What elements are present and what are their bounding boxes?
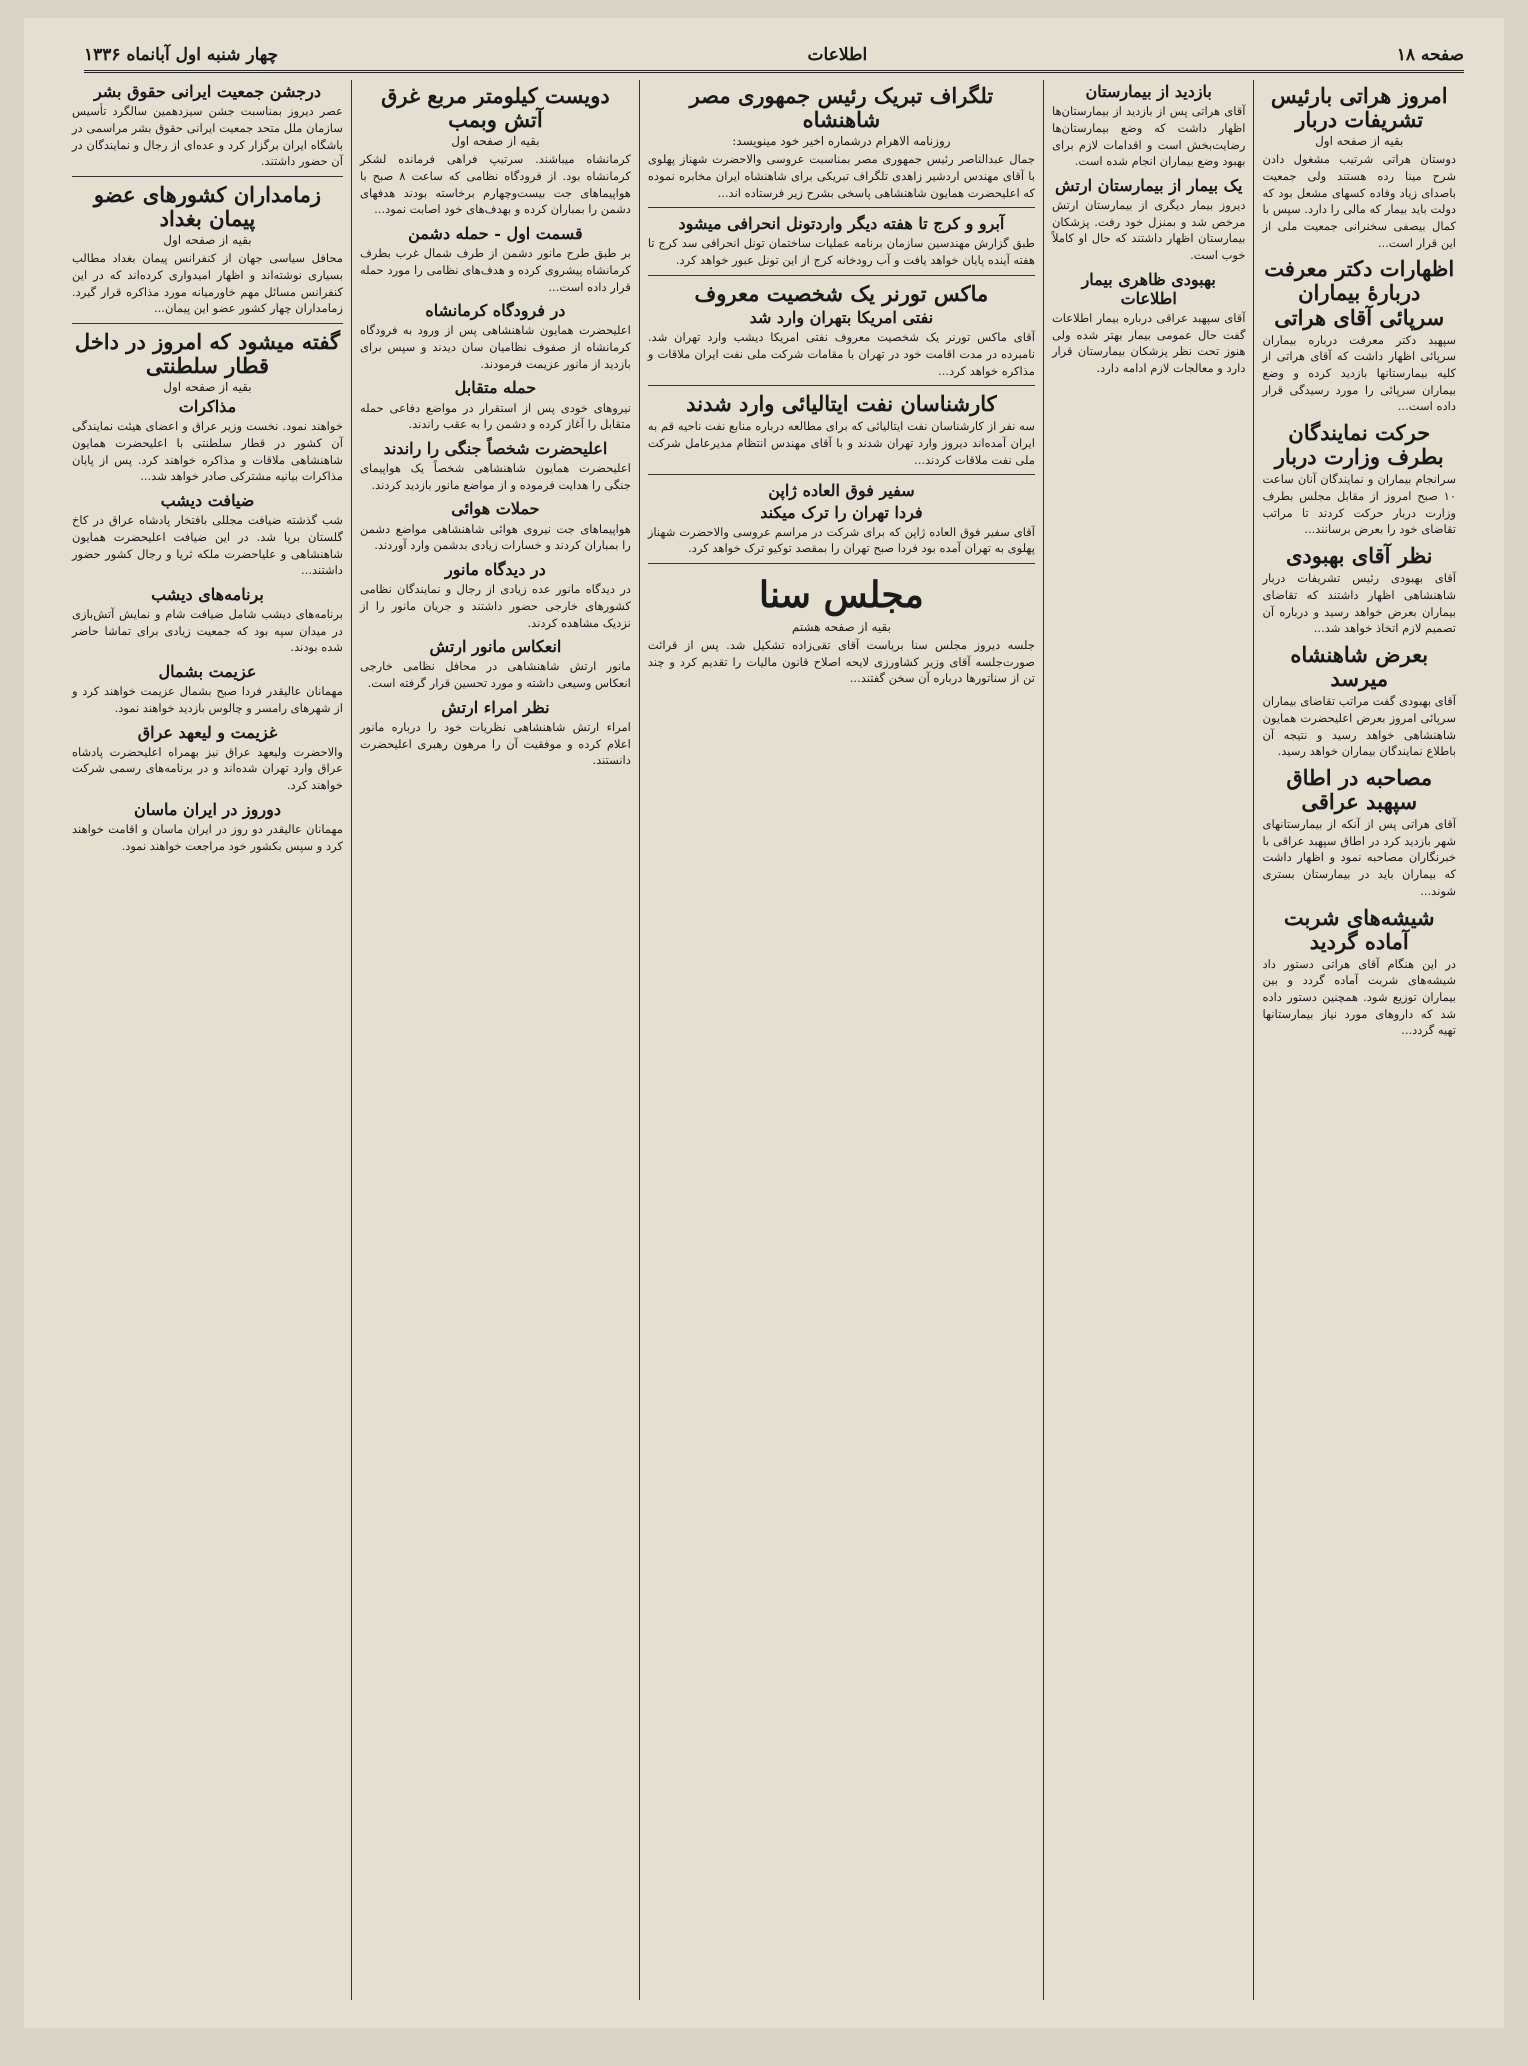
article-body: آقای سفیر فوق العاده ژاپن که برای شرکت در مراسم عروسی والاحضرت شهناز پهلوی به تهران آمده بود فردا صبح تهران را بمقصد توکیو ترک خواهد کرد.	[647, 524, 1035, 556]
article-body: طبق گزارش مهندسین سازمان برنامه عملیات ساختمان تونل انحرافی سد کرج تا هفته آینده پایان خواهد یافت و آب رودخانه کرج از این تونل عبور خواهد کرد.	[647, 236, 1035, 268]
divider	[648, 563, 1035, 564]
article-headline: اظهارات دکتر معرفت دربارهٔ بیماران سرپائی آقای هراتی	[1264, 256, 1455, 330]
article-body: کرمانشاه میباشند. سرتیپ فراهی فرمانده لشکر کرمانشاه بود. از فرودگاه نظامی که ساعت ۸ صبح با هواپیماهای جت بیست‌وچهارم برخاسته بودند هدفهای دشمن را بمباران کرده و بهدف‌های خود اصابت نمود...	[359, 152, 631, 217]
article-body: والاحضرت ولیعهد عراق نیز بهمراه اعلیحضرت پادشاه عراق وارد تهران شده‌اند و در برنامه‌های رسمی شرکت خواهند کرد.	[72, 744, 343, 793]
article-body: عصر دیروز بمناسبت جشن سیزدهمین سالگرد تأسیس سازمان ملل متحد جمعیت ایرانی حقوق بشر مراسمی در باشگاه ایران برگزار کرد و عده‌ای از رجال و نمایندگان در آن حضور داشتند.	[72, 104, 343, 169]
column-1	[1253, 80, 1464, 2000]
article-body: سپهبد دکتر معرفت درباره بیماران سرپائی اظهار داشت که آقای هراتی از کلیه بیمارستانها بازدید کرده و وضع بیماران سرپائی را مورد رسیدگی قرار داده است...	[1262, 332, 1456, 414]
article-headline: حملات هوائی	[451, 499, 540, 519]
page-number: صفحه ۱۸	[1396, 45, 1464, 65]
article-headline: حمله متقابل	[454, 378, 537, 398]
article-body: خواهند نمود. نخست وزیر عراق و اعضای هیئت نمایندگی آن کشور در قطار سلطنتی با اعلیحضرت همایون شاهنشاهی ملاقات و مذاکره خواهند کرد. پس از پایان مذاکرات بیانیه مشترکی صادر خواهد شد...	[72, 419, 343, 484]
article-headline: آبرو و کرج تا هفته دیگر واردتونل انحرافی میشود	[678, 214, 1005, 234]
article-body: جلسه دیروز مجلس سنا بریاست آقای تقی‌زاده تشکیل شد. پس از قرائت صورت‌جلسه آقای وزیر کشاورزی لایحه اصلاح قانون مالیات را تقدیم کرد و چند تن از سناتورها درباره آن سخن گفتند...	[647, 638, 1035, 686]
article-headline: اعلیحضرت شخصاً جنگی را راندند	[383, 438, 608, 458]
article-body: نیروهای خودی پس از استقرار در مواضع دفاعی حمله متقابل را آغاز کرده و دشمن را به عقب راندند.	[359, 400, 631, 432]
article-headline: مجلس سنا	[758, 574, 924, 617]
article-body: بر طبق طرح مانور دشمن از طرف شمال غرب بطرف کرمانشاه پیشروی کرده و هدف‌های نظامی را مورد حمله قرار داده است...	[359, 246, 631, 294]
article-headline: قسمت اول - حمله دشمن	[408, 223, 583, 243]
article-headline: تلگراف تبریک رئیس جمهوری مصر شاهنشاه	[689, 83, 994, 133]
article-body: مانور ارتش شاهنشاهی در محافل نظامی خارجی انعکاس وسیعی داشته و مورد تحسین قرار گرفته است.	[359, 659, 631, 691]
article-headline: در دیدگاه مانور	[445, 559, 546, 579]
article-body: در دیدگاه مانور عده زیادی از رجال و نمایندگان نظامی کشورهای خارجی حضور داشتند و جریان مانور را از نزدیک مشاهده کردند.	[359, 582, 631, 630]
divider	[648, 275, 1035, 276]
article-columns	[64, 80, 1464, 2000]
article-body: شب گذشته ضیافت مجللی بافتخار پادشاه عراق در کاخ گلستان برپا شد. در این ضیافت اعلیحضرت همایون شاهنشاهی و علیاحضرت ملکه ثریا و رجال کشور حضور داشتند...	[72, 513, 343, 578]
article-headline: گفته میشود که امروز در داخل قطار سلطنتی	[74, 328, 340, 378]
article-body: آقای بهبودی گفت مراتب تقاضای بیماران سرپائی امروز بعرض اعلیحضرت همایون شاهنشاهی خواهد رسید و نتیجه آن باطلاع نمایندگان بیماران خواهد رسید.	[1262, 694, 1456, 759]
article-subhead: مذاکرات	[178, 397, 237, 417]
article-body: اعلیحضرت همایون شاهنشاهی شخصاً یک هواپیمای جنگی را هدایت فرموده و از مواضع مانور بازدید کردند.	[359, 461, 631, 492]
article-headline: ضیافت دیشب	[160, 491, 255, 510]
article-headline: نظر امراء ارتش	[441, 697, 550, 717]
article-body: امراء ارتش شاهنشاهی نظریات خود را درباره مانور اعلام کرده و موفقیت آن را مرهون رهبری اعلیحضرت دانستند.	[359, 719, 631, 768]
article-headline: ماکس تورنر یک شخصیت معروف	[694, 280, 989, 306]
article-body: سرانجام بیماران و نمایندگان آنان ساعت ۱۰ صبح امروز از مقابل مجلس بطرف وزارت دربار حرکت کردند تا مراتب تقاضای خود را بعرض برسانند...	[1262, 472, 1456, 537]
article-body: مهمانان عالیقدر دو روز در ایران ماسان و اقامت خواهند کرد و سپس بکشور خود مراجعت خواهند نمود.	[72, 822, 343, 853]
article-body: آقای هراتی پس از آنکه از بیمارستانهای شهر بازدید کرد در اطاق سپهبد عراقی با خبرنگاران مصاحبه نمود و اظهار داشت که بیماران باید در بیمارستان بستری شوند...	[1262, 817, 1456, 898]
paper-name: اطلاعات	[807, 45, 868, 65]
article-body: هواپیماهای جت نیروی هوائی شاهنشاهی مواضع دشمن را بمباران کردند و خسارات زیادی بدشمن وارد آوردند.	[359, 521, 631, 553]
article-body: سه نفر از کارشناسان نفت ایتالیائی که برای مطالعه درباره منابع نفت ناحیه قم به ایران آمده‌اند دیروز وارد تهران شدند و با آقای مهندس انتظام مدیرعامل شرکت ملی نفت ملاقات کردند...	[647, 419, 1035, 467]
article-headline: عزیمت بشمال	[158, 662, 257, 682]
article-kicker: بقیه از صفحه اول	[1315, 134, 1404, 149]
article-body: دوستان هراتی شرتیب مشغول دادن شرح مینا رده هستند ولی جمعیت باصدای زیاد وفاده کسهای مشعل بود که دولت باید بیمار که مالی را دارد. سپس با کمال بیصفی سخنرانی جمعیت ملی از این قرار است...	[1262, 152, 1456, 250]
divider	[648, 385, 1035, 386]
column-3	[639, 80, 1043, 2000]
column-5	[64, 80, 351, 2000]
divider	[72, 323, 343, 324]
article-headline: درجشن جمعیت ایرانی حقوق بشر	[93, 82, 321, 101]
article-headline: امروز هراتی بارئیس تشریفات دربار	[1270, 83, 1448, 133]
masthead	[84, 40, 1464, 73]
article-headline: غزیمت و لیعهد عراق	[137, 722, 278, 742]
article-body: برنامه‌های دیشب شامل ضیافت شام و نمایش آتش‌بازی در میدان سپه بود که جمعیت زیادی برای تماشا حاضر شده بودند.	[72, 607, 343, 655]
article-subhead: نفتی امریکا بتهران وارد شد	[749, 307, 934, 327]
article-headline: دوروز در ایران ماسان	[133, 799, 281, 819]
article-kicker: روزنامه الاهرام درشماره اخیر خود مینویسد:	[732, 134, 951, 149]
article-headline: بهبودی ظاهری بیمار اطلاعات	[1081, 269, 1216, 308]
divider	[648, 474, 1035, 475]
article-body: آقای ماکس تورنر یک شخصیت معروف نفتی امریکا دیشب وارد تهران شد. نامبرده در مدت اقامت خود در تهران با مقامات شرکت ملی نفت ایران ملاقات و مذاکره خواهد کرد...	[647, 330, 1035, 378]
article-headline: بعرض شاهنشاه میرسد	[1290, 641, 1429, 692]
article-headline: در فرودگاه کرمانشاه	[425, 301, 566, 321]
issue-date: چهار شنبه اول آبانماه ۱۳۳۶	[84, 45, 279, 65]
article-body: جمال عبدالناصر رئیس جمهوری مصر بمناسبت عروسی والاحضرت شهناز پهلوی با آقای مهندس اردشیر زاهدی تلگراف تبریکی برای شاهنشاه ایران مخابره نموده که اعلیحضرت همایون شاهنشاهی پاسخی بشرح زیر فرستاده اند...	[647, 152, 1035, 200]
article-body: آقای بهبودی رئیس تشریفات دربار شاهنشاهی اظهار داشتند که تقاضای بیماران بعرض خواهد رسید و درباره آن تصمیم لازم اتخاذ خواهد شد...	[1262, 571, 1456, 636]
article-body: دیروز بیمار دیگری از بیمارستان ارتش مرخص شد و بمنزل خود رفت. پزشکان بیمارستان اظهار داشتند که حال او کاملاً خوب است.	[1051, 198, 1246, 263]
article-headline: مصاحبه در اطاق سپهبد عراقی	[1286, 764, 1433, 814]
article-body: اعلیحضرت همایون شاهنشاهی پس از ورود به فرودگاه کرمانشاه از صفوف نظامیان سان دیدند و سپس برای بازدید از مانور عزیمت فرمودند.	[359, 323, 631, 371]
article-headline: برنامه‌های دیشب	[151, 584, 264, 604]
article-body: آقای سپهبد عراقی درباره بیمار اطلاعات گفت حال عمومی بیمار بهتر شده ولی هنوز تحت نظر پزشکان بیمارستان قرار دارد و معالجات لازم ادامه دارد.	[1051, 311, 1246, 376]
article-headline: یک بیمار از بیمارستان ارتش	[1055, 175, 1243, 195]
article-kicker: بقیه از صفحه اول	[163, 380, 252, 395]
article-headline: کارشناسان نفت ایتالیائی وارد شدند	[686, 391, 997, 417]
article-kicker: بقیه از صفحه اول	[163, 233, 252, 248]
column-4	[351, 80, 639, 2000]
article-body: آقای هراتی پس از بازدید از بیمارستان‌ها اظهار داشت که وضع بیمارستان‌ها رضایت‌بخش است و اقدامات لازم برای بهبود وضع بیماران انجام شده است.	[1051, 104, 1246, 169]
article-headline: دویست کیلومتر مربع غرق آتش وبمب	[381, 83, 610, 133]
newspaper-page	[24, 18, 1504, 2028]
article-headline: سفیر فوق العاده ژاپن	[768, 481, 915, 501]
article-headline: نظر آقای بهبودی	[1285, 543, 1433, 569]
article-headline: شیشه‌های شربت آماده گردید	[1283, 904, 1435, 954]
article-headline: انعکاس مانور ارتش	[429, 637, 562, 657]
article-body: مهمانان عالیقدر فردا صبح بشمال عزیمت خواهند کرد و از شهرهای رامسر و چالوس بازدید خواهند نمود.	[72, 684, 343, 715]
article-headline: بازدید از بیمارستان	[1085, 82, 1212, 101]
article-subhead: فردا تهران را ترک میکند	[760, 502, 923, 522]
article-headline: حرکت نمایندگان بطرف وزارت دربار	[1274, 420, 1444, 470]
divider	[648, 207, 1035, 208]
article-kicker: بقیه از صفحه اول	[451, 134, 540, 149]
article-body: محافل سیاسی جهان از کنفرانس پیمان بغداد مطالب بسیاری نوشته‌اند و اظهار امیدواری کرده‌اند که در این کنفرانس مسائل مهم خاورمیانه مورد مذاکره قرار گیرد. زمامداران چهار کشور عضو این پیمان...	[72, 251, 343, 316]
column-2	[1043, 80, 1254, 2000]
article-kicker: بقیه از صفحه هشتم	[791, 620, 891, 635]
article-body: در این هنگام آقای هراتی دستور داد شیشه‌های شربت آماده گردد و بین بیماران توزیع شود. همچنین دستور داده شد که داروهای مورد نیاز بیمارستانها تهیه گردد...	[1262, 956, 1456, 1038]
article-headline: زمامداران کشورهای عضو پیمان بغداد	[93, 181, 322, 232]
divider	[72, 176, 343, 177]
